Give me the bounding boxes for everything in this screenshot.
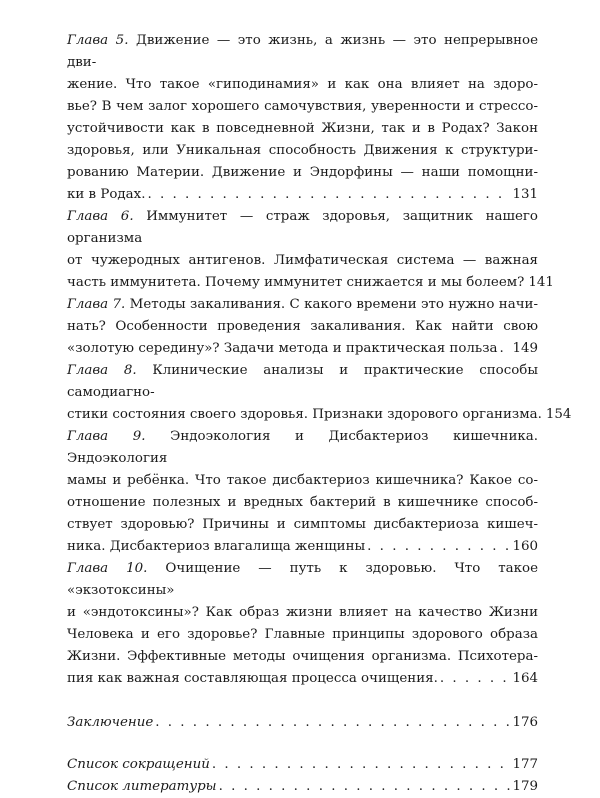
chapter-label: Глава 9. bbox=[67, 429, 146, 444]
entry-label: Список сокращений bbox=[67, 757, 210, 772]
chapter-label: Глава 6. bbox=[67, 209, 134, 224]
page-number: 141 bbox=[528, 275, 554, 290]
page-number: 177 bbox=[512, 757, 538, 772]
page-number: 149 bbox=[512, 341, 538, 356]
toc-entry-chapter-7 bbox=[67, 294, 538, 360]
entry-line: Движение — это жизнь, а жизнь — это непрерывное дви- bbox=[67, 33, 539, 70]
dot-leader bbox=[147, 184, 510, 206]
page-number: 176 bbox=[512, 715, 538, 730]
toc-entry-chapter-8 bbox=[67, 360, 572, 426]
toc-entry-chapter-10 bbox=[67, 558, 538, 690]
chapter-label: Глава 7. bbox=[67, 297, 126, 312]
entry-line: ствует здоровью? Причины и симптомы дисбактериоза кишеч- bbox=[67, 517, 538, 532]
entry-line: Клинические анализы и практические способы самодиагно- bbox=[67, 363, 538, 400]
entry-line: ника. Дисбактериоз влагалища женщины bbox=[67, 539, 366, 554]
dot-leader bbox=[212, 754, 511, 776]
entry-line: жение. Что такое «гиподинамия» и как она влияет на здоро- bbox=[67, 77, 538, 92]
entry-line: от чужеродных антигенов. Лимфатическая система — важная bbox=[67, 253, 538, 268]
page-number: 154 bbox=[545, 407, 572, 422]
entry-line: Методы закаливания. С какого времени это нужно начи- bbox=[129, 297, 538, 312]
dot-leader bbox=[500, 338, 511, 360]
entry-label: Заключение bbox=[67, 715, 154, 730]
entry-line: часть иммунитета. Почему иммунитет снижается и мы болеем? bbox=[67, 275, 525, 290]
entry-line: ки в Родах. bbox=[67, 187, 146, 202]
toc-entry-chapter-6 bbox=[67, 206, 554, 294]
toc-entry-chapter-9 bbox=[67, 426, 538, 558]
entry-label: Список литературы bbox=[67, 779, 217, 794]
toc-entry-references bbox=[67, 776, 538, 798]
page-number: 160 bbox=[512, 539, 538, 554]
entry-line: Очищение — путь к здоровью. Что такое «экзотоксины» bbox=[67, 561, 538, 598]
entry-line: Человека и его здоровье? Главные принципы здорового образа bbox=[67, 627, 538, 642]
entry-line: Иммунитет — страж здоровья, защитник нашего организма bbox=[67, 209, 538, 246]
entry-line: и «эндотоксины»? Как образ жизни влияет на качество Жизни bbox=[67, 605, 538, 620]
entry-line: Эндоэкология и Дисбактериоз кишечника. Эндоэкология bbox=[67, 429, 538, 466]
chapter-label: Глава 10. bbox=[67, 561, 148, 576]
dot-leader bbox=[155, 712, 510, 734]
page-number: 164 bbox=[512, 671, 538, 686]
entry-line: устойчивости как в повседневной Жизни, так и в Родах? Закон bbox=[67, 121, 538, 136]
entry-line: стики состояния своего здоровья. Признаки здорового организма. bbox=[67, 407, 542, 422]
entry-line: пия как важная составляющая процесса очищения. bbox=[67, 671, 438, 686]
dot-leader bbox=[440, 668, 511, 690]
dot-leader bbox=[219, 776, 511, 798]
entry-line: вье? В чем залог хорошего самочувствия, уверенности и стрессо- bbox=[67, 99, 538, 114]
toc-entry-conclusion bbox=[67, 712, 538, 734]
page-number: 131 bbox=[512, 187, 538, 202]
entry-line: здоровья, или Уникальная способность Движения к структури- bbox=[67, 143, 538, 158]
entry-line: отношение полезных и вредных бактерий в кишечнике способ- bbox=[67, 495, 538, 510]
page-number: 179 bbox=[512, 779, 538, 794]
toc-entry-chapter-5 bbox=[67, 30, 538, 206]
entry-line: Жизни. Эффективные методы очищения организма. Психотера- bbox=[67, 649, 538, 664]
entry-line: мамы и ребёнка. Что такое дисбактериоз кишечника? Какое со- bbox=[67, 473, 538, 488]
dot-leader bbox=[367, 536, 510, 558]
chapter-label: Глава 5. bbox=[67, 33, 129, 48]
entry-line: нать? Особенности проведения закаливания. Как найти свою bbox=[67, 319, 538, 334]
chapter-label: Глава 8. bbox=[67, 363, 137, 378]
toc-entry-abbreviations bbox=[67, 754, 538, 776]
entry-line: рованию Материи. Движение и Эндорфины — наши помощни- bbox=[67, 165, 538, 180]
entry-line: «золотую середину»? Задачи метода и практическая польза bbox=[67, 341, 498, 356]
